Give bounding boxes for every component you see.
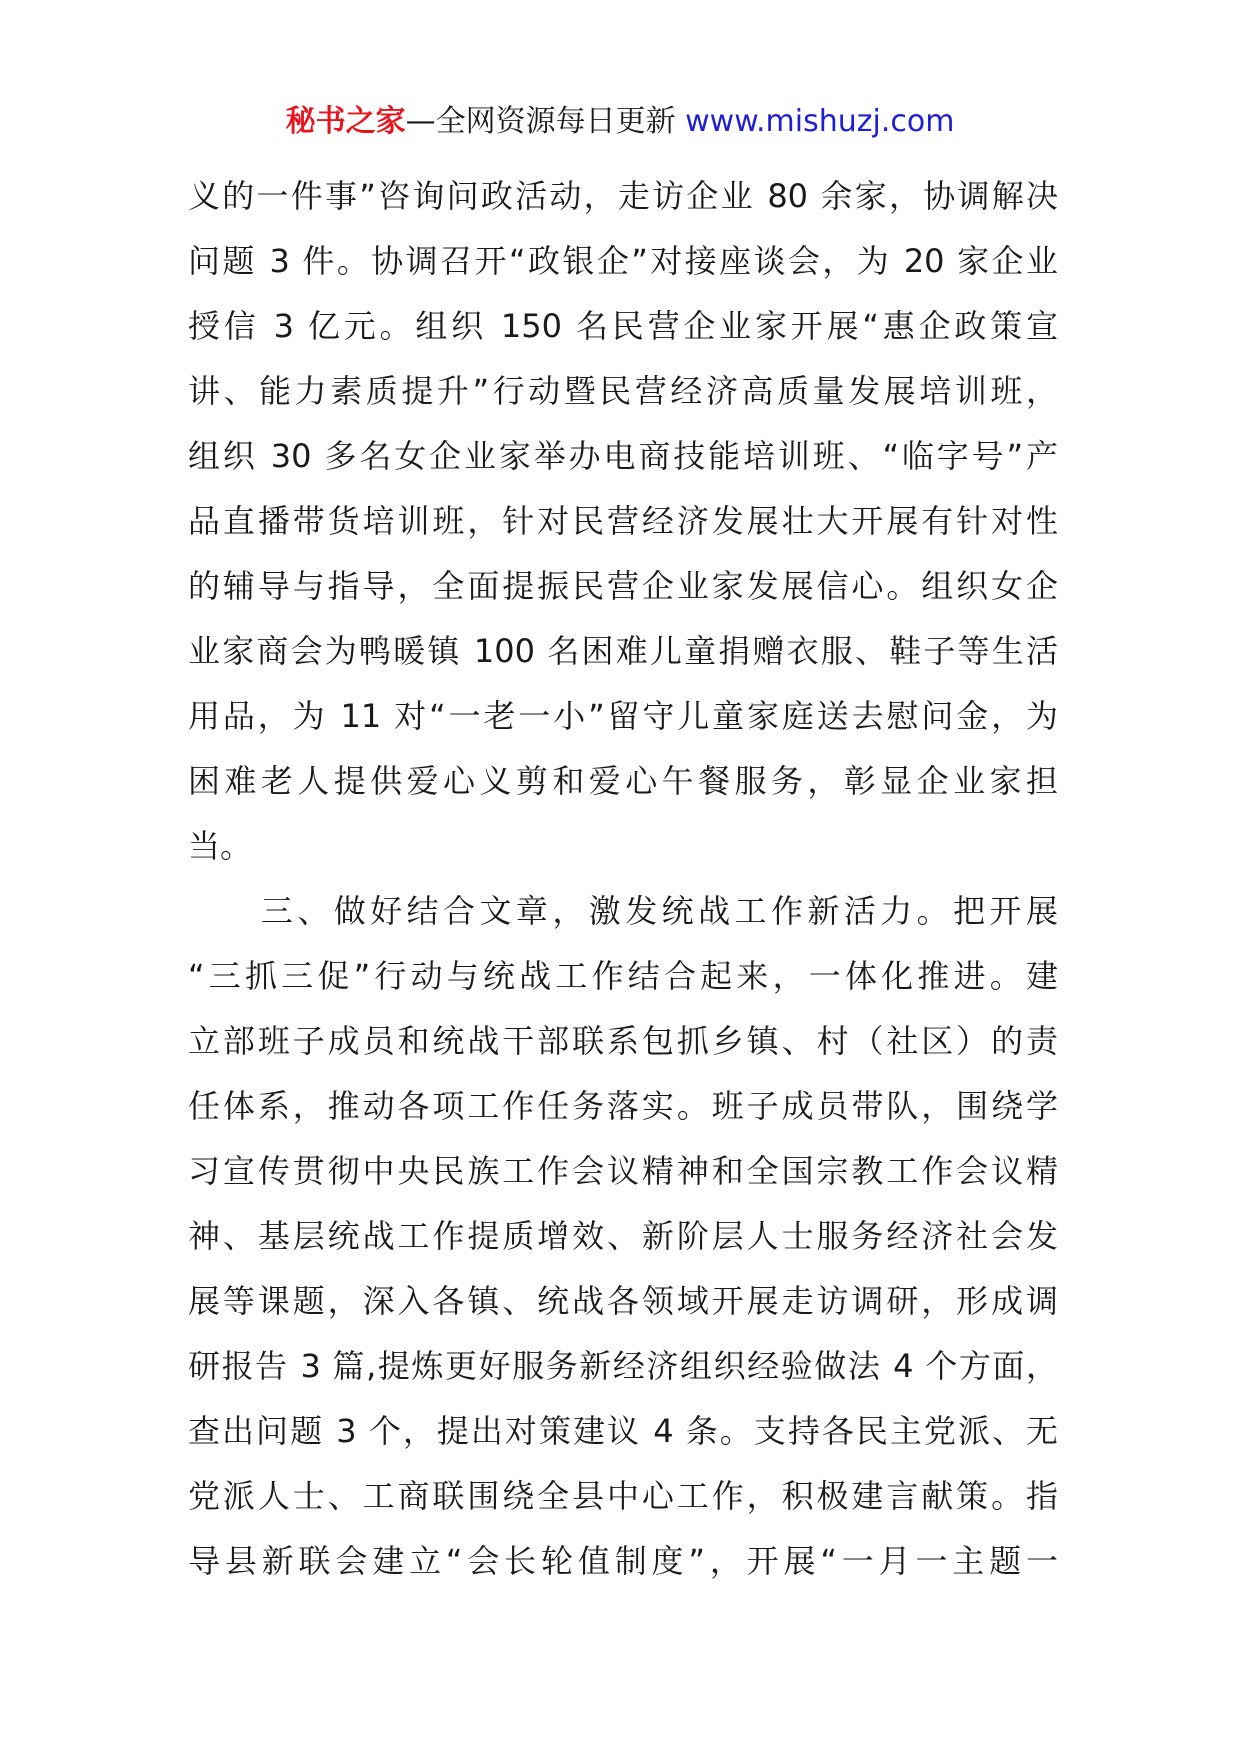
text-line: 研报告 3 篇,提炼更好服务新经济组织经验做法 4 个方面， bbox=[188, 1347, 1058, 1385]
text-line: 义的一件事”咨询问政活动，走访企业 80 余家，协调解决 bbox=[188, 177, 1058, 215]
page-header bbox=[0, 100, 1240, 144]
text-line: 任体系，推动各项工作任务落实。班子成员带队，围绕学 bbox=[188, 1087, 1058, 1125]
text-line: 党派人士、工商联围绕全县中心工作，积极建言献策。指 bbox=[188, 1477, 1058, 1515]
header-url-link[interactable]: www.mishuzj.com bbox=[685, 104, 955, 139]
text-line: 讲、能力素质提升”行动暨民营经济高质量发展培训班， bbox=[188, 372, 1058, 410]
text-line: 授信 3 亿元。组织 150 名民营企业家开展“惠企政策宣 bbox=[188, 307, 1058, 345]
text-line: 业家商会为鸭暖镇 100 名困难儿童捐赠衣服、鞋子等生活 bbox=[188, 632, 1058, 670]
text-line: 的辅导与指导，全面提振民营企业家发展信心。组织女企 bbox=[188, 567, 1058, 605]
text-line: 查出问题 3 个，提出对策建议 4 条。支持各民主党派、无 bbox=[188, 1412, 1058, 1450]
header-tagline: —全网资源每日更新 bbox=[405, 104, 686, 139]
header-brand: 秘书之家 bbox=[285, 104, 406, 139]
paragraph bbox=[188, 164, 1058, 879]
text-line: 品直播带货培训班，针对民营经济发展壮大开展有针对性 bbox=[188, 502, 1058, 540]
paragraph bbox=[188, 879, 1058, 1594]
text-line: 神、基层统战工作提质增效、新阶层人士服务经济社会发 bbox=[188, 1217, 1058, 1255]
text-line: 困难老人提供爱心义剪和爱心午餐服务，彰显企业家担 bbox=[188, 762, 1058, 800]
text-line: 习宣传贯彻中央民族工作会议精神和全国宗教工作会议精 bbox=[188, 1152, 1058, 1190]
text-line: 立部班子成员和统战干部联系包抓乡镇、村（社区）的责 bbox=[188, 1022, 1058, 1060]
text-line: 用品，为 11 对“一老一小”留守儿童家庭送去慰问金，为 bbox=[188, 697, 1058, 735]
document-body bbox=[188, 164, 1058, 1594]
text-line: 三、做好结合文章，激发统战工作新活力。把开展 bbox=[188, 892, 1058, 930]
text-line: 展等课题，深入各镇、统战各领域开展走访调研，形成调 bbox=[188, 1282, 1058, 1320]
text-line: 问题 3 件。协调召开“政银企”对接座谈会，为 20 家企业 bbox=[188, 242, 1058, 280]
text-line: 当。 bbox=[188, 827, 253, 865]
text-line: “三抓三促”行动与统战工作结合起来，一体化推进。建 bbox=[188, 957, 1058, 995]
text-line: 组织 30 多名女企业家举办电商技能培训班、“临字号”产 bbox=[188, 437, 1058, 475]
text-line: 导县新联会建立“会长轮值制度”，开展“一月一主题一 bbox=[188, 1542, 1058, 1580]
